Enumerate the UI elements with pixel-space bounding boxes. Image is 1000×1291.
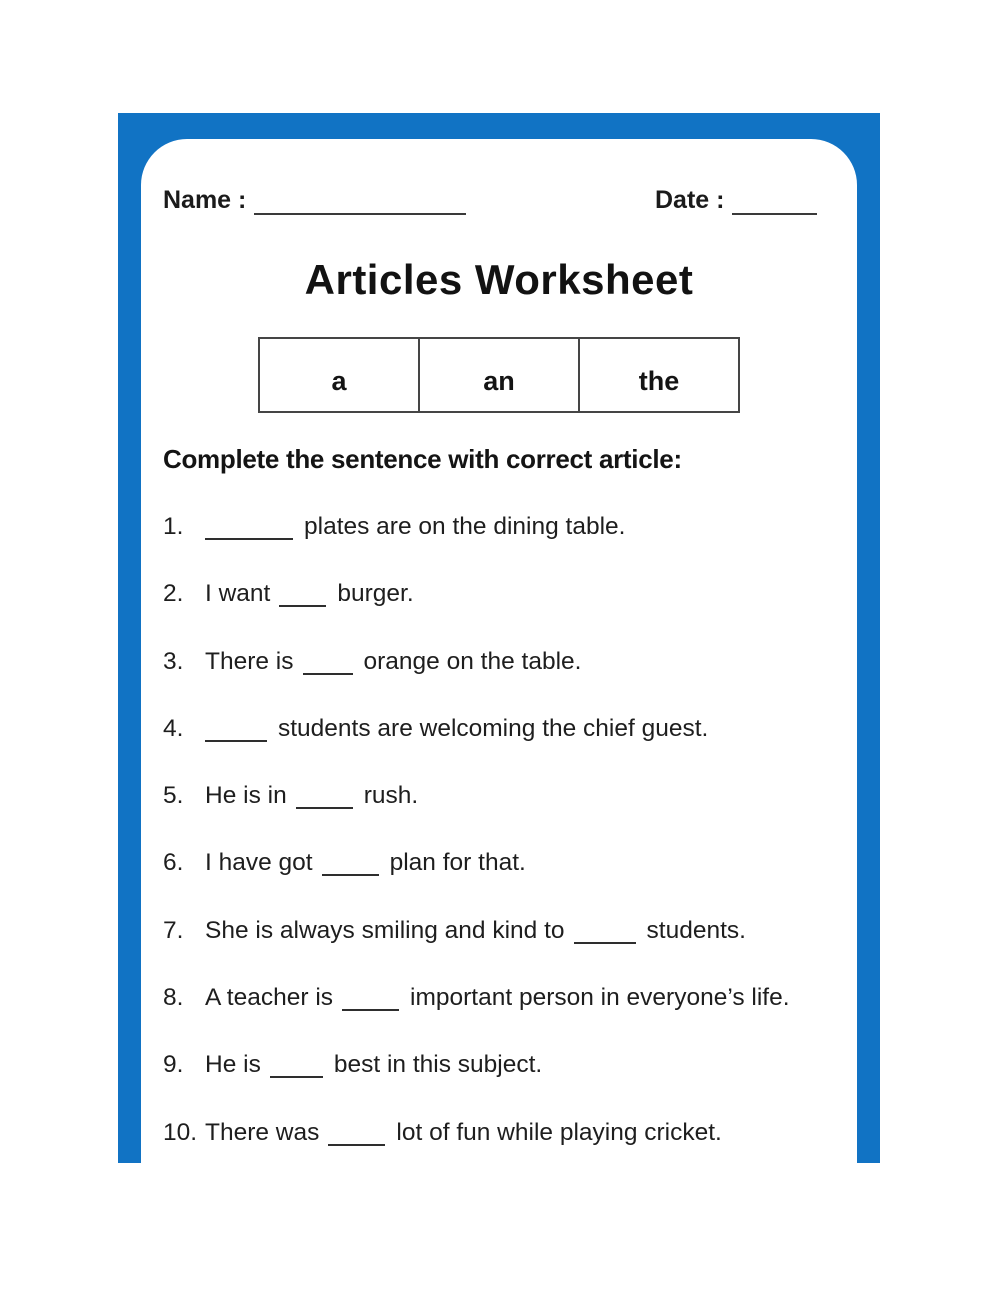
item-text-after: plan for that.	[389, 849, 526, 877]
sentence-item	[163, 984, 873, 1051]
item-number: 9.	[163, 1051, 184, 1079]
item-text-after: students.	[646, 916, 746, 944]
item-number: 4.	[163, 714, 184, 742]
item-text-after: plates are on the dining table.	[304, 513, 626, 540]
answer-blank[interactable]	[303, 650, 353, 675]
item-text-after: best in this subject.	[333, 1051, 543, 1079]
item-text-after: lot of fun while playing cricket.	[396, 1118, 722, 1146]
item-text-before: He is in	[205, 782, 287, 810]
name-input-line[interactable]	[254, 190, 466, 215]
item-number: 10.	[163, 1118, 198, 1146]
item-text-before: A teacher is	[205, 984, 334, 1012]
answer-blank[interactable]	[270, 1054, 323, 1079]
date-input-line[interactable]	[732, 190, 817, 215]
item-number: 5.	[163, 782, 184, 810]
item-text-before: I want	[205, 580, 271, 608]
article-option-an: an	[420, 339, 580, 411]
sentence-item	[163, 580, 873, 647]
article-option-a: a	[260, 339, 420, 411]
answer-blank[interactable]	[296, 785, 353, 810]
name-label: Name :	[163, 186, 247, 214]
sentence-item	[163, 715, 873, 782]
item-number: 8.	[163, 984, 184, 1012]
sentence-item	[163, 1119, 873, 1186]
item-number: 7.	[163, 916, 184, 944]
item-text-before: She is always smiling and kind to	[205, 916, 565, 944]
page-title: Articles Worksheet	[304, 256, 694, 303]
sentence-item	[163, 849, 873, 916]
sentence-item	[163, 1051, 873, 1118]
item-text-after: burger.	[337, 580, 414, 608]
answer-blank[interactable]	[205, 717, 267, 742]
instruction-text: Complete the sentence with correct article:	[163, 444, 682, 474]
article-option-the: the	[638, 365, 680, 396]
item-text-before: He is	[205, 1051, 261, 1079]
item-text-before: There is	[205, 647, 294, 675]
item-text-after: important person in everyone’s life.	[410, 984, 790, 1012]
sentence-list	[163, 513, 873, 1186]
answer-blank[interactable]	[205, 516, 293, 541]
answer-blank[interactable]	[574, 919, 636, 944]
answer-blank[interactable]	[322, 852, 379, 877]
sentence-item	[163, 782, 873, 849]
item-text-after: rush.	[363, 782, 419, 810]
sentence-item	[163, 917, 873, 984]
item-text-before: There was	[205, 1118, 320, 1146]
sentence-item	[163, 648, 873, 715]
item-text-before: I have got	[205, 849, 313, 877]
item-number: 3.	[163, 647, 184, 675]
date-label: Date :	[655, 186, 725, 214]
item-text-after: orange on the table.	[363, 647, 582, 675]
item-number: 2.	[163, 580, 184, 608]
answer-blank[interactable]	[279, 583, 326, 608]
articles-options-table	[258, 337, 740, 413]
sentence-item	[163, 513, 873, 580]
name-field-group	[163, 186, 466, 215]
item-number: 1.	[163, 513, 184, 540]
item-text-after: students are welcoming the chief guest.	[278, 714, 709, 742]
date-field-group	[655, 186, 817, 215]
answer-blank[interactable]	[328, 1121, 385, 1146]
item-number: 6.	[163, 849, 184, 877]
answer-blank[interactable]	[342, 987, 399, 1012]
